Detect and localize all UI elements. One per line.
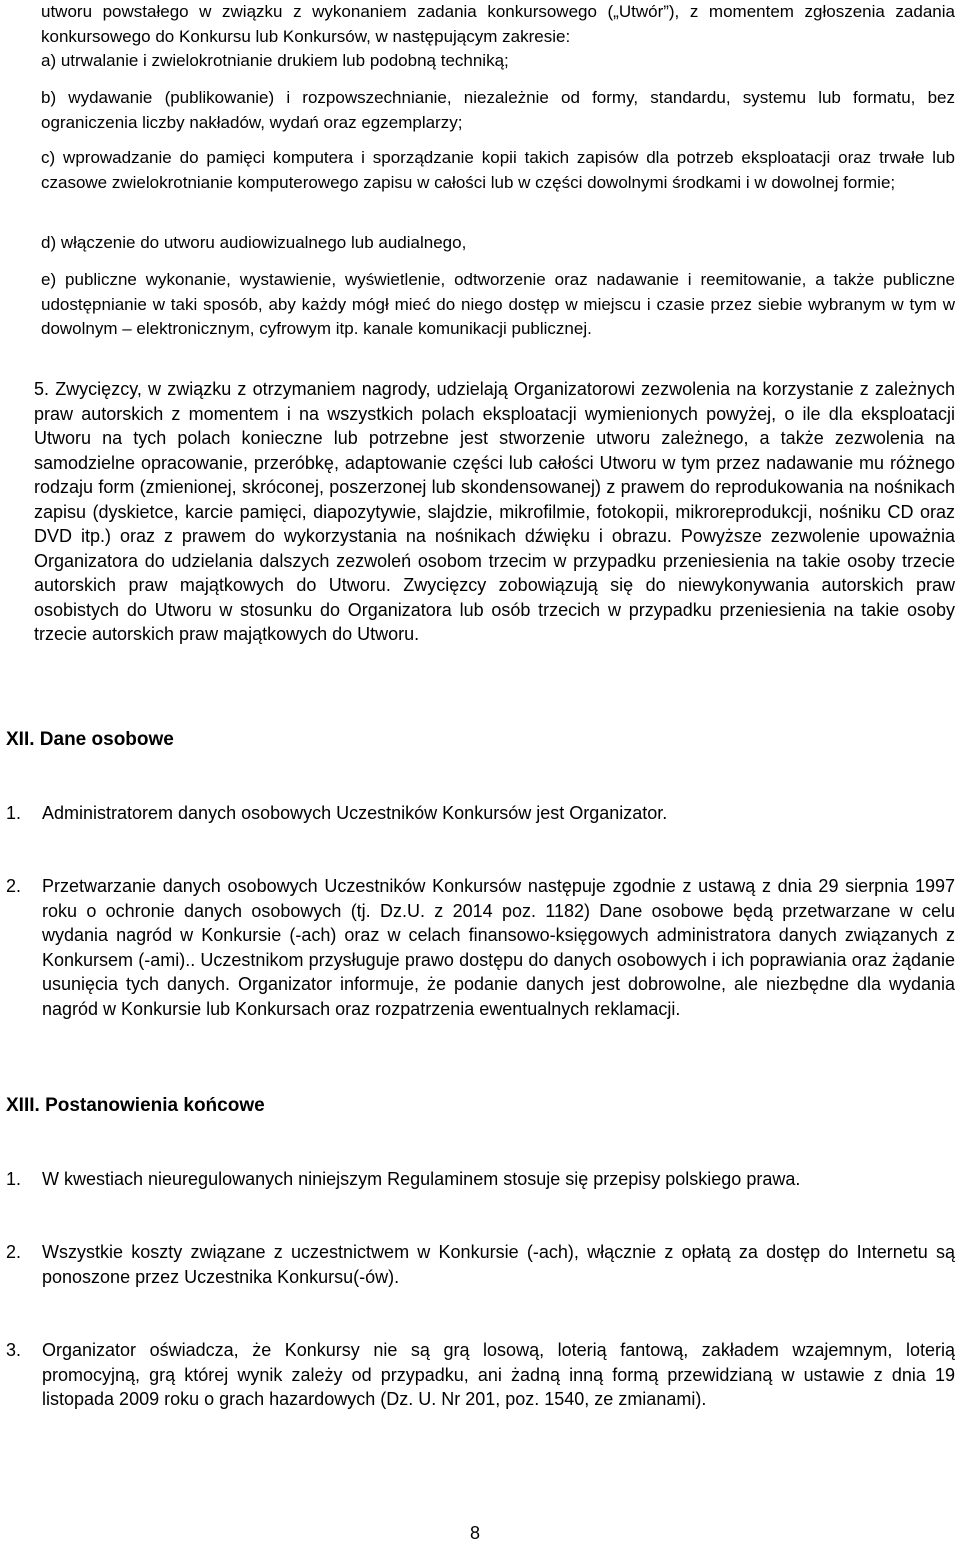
section-13-heading: XIII. Postanowienia końcowe (6, 1095, 265, 1116)
s13-item-1-text: W kwestiach nieuregulowanych niniejszym Regulaminem stosuje się przepisy polskiego prawa. (42, 1169, 801, 1189)
list-item-e: e) publiczne wykonanie, wystawienie, wyświetlenie, odtworzenie oraz nadawanie i reemitowanie, a także publiczne udostępnianie w taki sposób, aby każdy mógł mieć do niego dostęp w miejscu i czasie przez siebie wybranym w tym w dowolnym – elektronicznym, cyfrowym itp. kanale komunikacji publicznej. (41, 270, 955, 338)
section-12-heading: XII. Dane osobowe (6, 729, 174, 750)
s12-item-2-number: 2. (6, 876, 22, 896)
s13-item-2-text: Wszystkie koszty związane z uczestnictwem w Konkursie (-ach), włącznie z opłatą za dostęp do Internetu są ponoszone przez Uczestnika Konkursu(-ów). (42, 1242, 955, 1287)
s13-item-3-number: 3. (6, 1340, 22, 1360)
s12-item-2-text: Przetwarzanie danych osobowych Uczestników Konkursów następuje zgodnie z ustawą z dnia 29 sierpnia 1997 roku o ochronie danych osobowych (tj. Dz.U. z 2014 poz. 1182) Dane osobowe będą przetwarzane w celu wydania nagród w Konkursie (-ach) oraz w celach finansowo-księgowych administratora danych związanych z Konkursem (-ami).. Uczestnikom przysługuje prawo dostępu do danych osobowych i ich poprawiania oraz żądanie usunięcia tych danych. Organizator informuje, że podanie danych jest dobrowolne, ale niezbędne dla wydania nagród w Konkursie lub Konkursach oraz rozpatrzenia ewentualnych reklamacji. (42, 876, 955, 1019)
page-number: 8 (470, 1523, 481, 1543)
s13-item-1-number: 1. (6, 1169, 22, 1189)
point-5-paragraph: 5. Zwycięzcy, w związku z otrzymaniem nagrody, udzielają Organizatorowi zezwolenia na korzystanie z zależnych praw autorskich z momentem i na wszystkich polach eksploatacji wymienionych powyżej, o ile dla eksploatacji Utworu na tych polach konieczne lub potrzebne jest stworzenie utworu zależnego, a także zezwolenia na samodzielne opracowanie, przeróbkę, adaptowanie części lub całości Utworu w tym przez nadawanie mu różnego rodzaju form (zmienionej, skróconej, poszerzonej lub skondensowanej) z prawem do reprodukowania na nośnikach zapisu (dyskietce, karcie pamięci, diapozytywie, slajdzie, mikrofilmie, fotokopii, mikroreprodukcji, nośniku CD oraz DVD itp.) oraz z prawem do wykorzystania na nośnikach dźwięku i obrazu. Powyższe zezwolenie upoważnia Organizatora do udzielania dalszych zezwoleń osobom trzecim w przypadku przeniesienia na takie osoby trzecie autorskich praw majątkowych do Utworu. Zwycięzcy zobowiązują się do niewykonywania autorskich praw osobistych do Utworu w stosunku do Organizatora lub osób trzecich w przypadku przeniesienia na takie osoby trzecie autorskich praw majątkowych do Utworu. (34, 379, 955, 644)
list-item-b: b) wydawanie (publikowanie) i rozpowszechnianie, niezależnie od formy, standardu, systemu lub formatu, bez ograniczenia liczby nakładów, wydań oraz egzemplarzy; (41, 88, 955, 132)
s12-item-1-text: Administratorem danych osobowych Uczestników Konkursów jest Organizator. (42, 803, 668, 823)
list-item-c: c) wprowadzanie do pamięci komputera i sporządzanie kopii takich zapisów dla potrzeb eksploatacji oraz trwałe lub czasowe zwielokrotnianie komputerowego zapisu w całości lub w części dowolnymi środkami i w dowolnej formie; (41, 148, 955, 192)
intro-paragraph: utworu powstałego w związku z wykonaniem zadania konkursowego („Utwór”), z momentem zgłoszenia zadania konkursowego do Konkursu lub Konkursów, w następującym zakresie: (41, 2, 955, 46)
s13-item-3-text: Organizator oświadcza, że Konkursy nie są grą losową, loterią fantową, zakładem wzajemnym, loterią promocyjną, grą której wynik zależy od przypadku, ani żadną inną formą przewidzianą w ustawie z dnia 19 listopada 2009 roku o grach hazardowych (Dz. U. Nr 201, poz. 1540, ze zmianami). (42, 1340, 955, 1409)
s12-item-1-number: 1. (6, 803, 22, 823)
s13-item-2-number: 2. (6, 1242, 22, 1262)
list-item-a: a) utrwalanie i zwielokrotnianie drukiem lub podobną techniką; (41, 51, 509, 70)
list-item-d: d) włączenie do utworu audiowizualnego lub audialnego, (41, 233, 467, 252)
